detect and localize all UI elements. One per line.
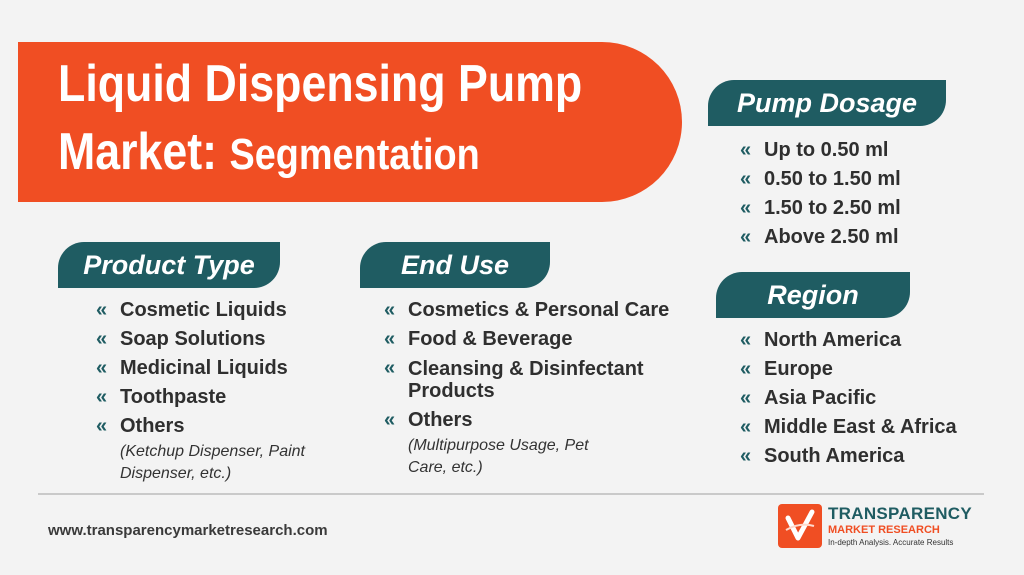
region-heading: Region [716, 272, 910, 318]
chevron-bullet-icon: « [96, 386, 108, 408]
logo-tagline: In-depth Analysis. Accurate Results [828, 538, 954, 547]
region-item [740, 442, 1000, 471]
product-type-item [96, 354, 346, 383]
end-use-item [384, 325, 684, 354]
item-label: Food & Beverage [408, 328, 573, 350]
chevron-bullet-icon: « [384, 357, 396, 379]
pump-dosage-item [740, 165, 990, 194]
chevron-bullet-icon: « [740, 329, 752, 351]
item-note: (Ketchup Dispenser, Paint Dispenser, etc.) [120, 443, 305, 482]
product-type-item [96, 296, 346, 325]
chevron-bullet-icon: « [740, 197, 752, 219]
item-label: Cleansing & Disinfectant Products [408, 358, 644, 402]
page-title-line-1: Liquid Dispensing Pump [58, 55, 583, 113]
item-label: Medicinal Liquids [120, 357, 288, 379]
end-use-list [384, 296, 684, 479]
chevron-bullet-icon: « [384, 409, 396, 431]
chevron-bullet-icon: « [384, 299, 396, 321]
region-item [740, 384, 1000, 413]
item-label: Cosmetics & Personal Care [408, 299, 670, 321]
chevron-bullet-icon: « [740, 139, 752, 161]
chevron-bullet-icon: « [384, 328, 396, 350]
product-type-item [96, 412, 346, 485]
chevron-bullet-icon: « [740, 416, 752, 438]
website-link[interactable]: www.transparencymarketresearch.com [48, 522, 328, 539]
chevron-bullet-icon: « [96, 299, 108, 321]
chevron-bullet-icon: « [740, 387, 752, 409]
item-label: Up to 0.50 ml [764, 139, 889, 161]
chevron-bullet-icon: « [96, 328, 108, 350]
chevron-bullet-icon: « [96, 415, 108, 437]
end-use-item [384, 406, 684, 479]
end-use-item [384, 354, 684, 406]
item-label: Europe [764, 358, 833, 380]
item-label: North America [764, 329, 902, 351]
product-type-item [96, 383, 346, 412]
item-note: (Multipurpose Usage, Pet Care, etc.) [408, 437, 589, 476]
item-label: Asia Pacific [764, 387, 877, 409]
region-list [740, 326, 1000, 471]
item-label: Cosmetic Liquids [120, 299, 287, 321]
product-type-heading: Product Type [58, 242, 280, 288]
item-label: 0.50 to 1.50 ml [764, 168, 901, 190]
logo-mark-icon [778, 504, 822, 548]
logo-text-secondary: MARKET RESEARCH [828, 524, 940, 536]
item-label: Others [120, 415, 185, 437]
pump-dosage-item [740, 194, 990, 223]
chevron-bullet-icon: « [96, 357, 108, 379]
chevron-bullet-icon: « [740, 226, 752, 248]
chevron-bullet-icon: « [740, 168, 752, 190]
product-type-item [96, 325, 346, 354]
pump-dosage-heading: Pump Dosage [708, 80, 946, 126]
end-use-heading: End Use [360, 242, 550, 288]
item-label: Others [408, 409, 473, 431]
region-item [740, 326, 1000, 355]
chevron-bullet-icon: « [740, 445, 752, 467]
item-label: Above 2.50 ml [764, 226, 899, 248]
product-type-list [96, 296, 346, 485]
item-label: 1.50 to 2.50 ml [764, 197, 901, 219]
chevron-bullet-icon: « [740, 358, 752, 380]
page-title-line-2 [58, 123, 480, 181]
region-item [740, 355, 1000, 384]
page-title-sub: Segmentation [229, 130, 480, 179]
item-label: Soap Solutions [120, 328, 266, 350]
item-label: South America [764, 445, 905, 467]
company-logo [778, 502, 978, 554]
region-item [740, 413, 1000, 442]
item-label: Middle East & Africa [764, 416, 957, 438]
pump-dosage-item [740, 223, 990, 252]
end-use-item [384, 296, 684, 325]
pump-dosage-list [740, 136, 990, 252]
item-label: Toothpaste [120, 386, 227, 408]
footer-divider [38, 493, 984, 495]
logo-text-primary: TRANSPARENCY [828, 504, 973, 523]
page-title-main: Market: [58, 123, 218, 181]
pump-dosage-item [740, 136, 990, 165]
